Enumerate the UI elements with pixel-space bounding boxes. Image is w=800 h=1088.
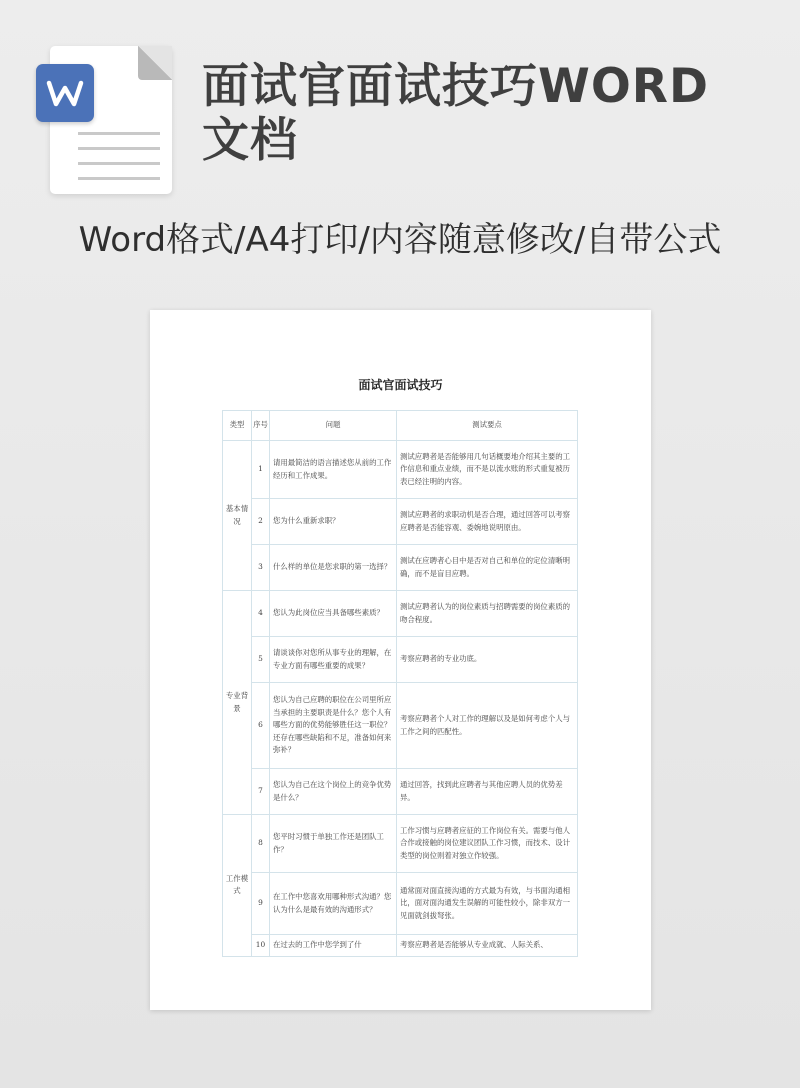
- file-lines: [78, 132, 160, 192]
- test-point-cell: 测试应聘者是否能够用几句话概要地介绍其主要的工作信息和重点业绩，而不是以流水账的形式重复被历表已经注明的内容。: [397, 441, 578, 499]
- test-point-cell: 测试应聘者认为的岗位素质与招聘需要的岗位素质的吻合程度。: [397, 591, 578, 637]
- table-row: [223, 499, 578, 545]
- table-row: [223, 769, 578, 815]
- table-row: [223, 935, 578, 957]
- row-number: 7: [252, 769, 270, 815]
- test-point-cell: 考察应聘者个人对工作的理解以及是如何考虑个人与工作之间的匹配性。: [397, 683, 578, 769]
- test-point-cell: 通常面对面直接沟通的方式最为有效，与书面沟通相比，面对面沟通发生误解的可能性较小，除非双方一见面就剑拔弩张。: [397, 873, 578, 935]
- column-header: 问题: [270, 411, 397, 441]
- table-row: [223, 873, 578, 935]
- question-cell: 在工作中您喜欢用哪种形式沟通？您认为什么是最有效的沟通形式？: [270, 873, 397, 935]
- question-cell: 您认为自己应聘的职位在公司里所应当承担的主要职责是什么？您个人有哪些方面的优势能够胜任这一职位？还存在哪些缺陷和不足，准备如何来弥补？: [270, 683, 397, 769]
- row-number: 6: [252, 683, 270, 769]
- question-cell: 在过去的工作中您学到了什: [270, 935, 397, 957]
- question-cell: 请用最简洁的语言描述您从前的工作经历和工作成果。: [270, 441, 397, 499]
- question-table: [222, 410, 578, 957]
- table-header-row: [223, 411, 578, 441]
- test-point-cell: 考察应聘者是否能够从专业成就、人际关系、: [397, 935, 578, 957]
- row-number: 2: [252, 499, 270, 545]
- question-cell: 您为什么重新求职？: [270, 499, 397, 545]
- question-cell: 您认为此岗位应当具备哪些素质？: [270, 591, 397, 637]
- row-number: 5: [252, 637, 270, 683]
- page-subtitle: Word格式/A4打印/内容随意修改/自带公式: [78, 220, 722, 260]
- table-row: [223, 441, 578, 499]
- column-header: 序号: [252, 411, 270, 441]
- test-point-cell: 测试在应聘者心目中是否对自己和单位的定位清晰明确，而不是盲目应聘。: [397, 545, 578, 591]
- test-point-cell: 通过回答，找到此应聘者与其他应聘人员的优势差异。: [397, 769, 578, 815]
- row-number: 8: [252, 815, 270, 873]
- table-row: [223, 591, 578, 637]
- table-row: [223, 545, 578, 591]
- word-file-icon: [36, 44, 174, 196]
- column-header: 测试要点: [397, 411, 578, 441]
- test-point-cell: 工作习惯与应聘者应征的工作岗位有关。需要与他人合作或接触的岗位建议团队工作习惯，而技术、设计类型的岗位则着对独立作较强。: [397, 815, 578, 873]
- question-cell: 什么样的单位是您求职的第一选择？: [270, 545, 397, 591]
- row-number: 1: [252, 441, 270, 499]
- column-header: 类型: [223, 411, 252, 441]
- question-cell: 您认为自己在这个岗位上的竞争优势是什么？: [270, 769, 397, 815]
- page-title: 面试官面试技巧WORD文档: [202, 59, 710, 168]
- question-cell: 请谈谈你对您所从事专业的理解，在专业方面有哪些重要的成果？: [270, 637, 397, 683]
- row-number: 10: [252, 935, 270, 957]
- question-cell: 您平时习惯于单独工作还是团队工作？: [270, 815, 397, 873]
- category-cell: 基本情况: [223, 441, 252, 591]
- page-fold: [138, 46, 172, 80]
- word-w-icon: [36, 64, 94, 122]
- category-cell: 专业背景: [223, 591, 252, 815]
- table-row: [223, 683, 578, 769]
- category-cell: 工作模式: [223, 815, 252, 957]
- row-number: 3: [252, 545, 270, 591]
- table-row: [223, 637, 578, 683]
- test-point-cell: 测试应聘者的求职动机是否合理，通过回答可以考察应聘者是否能容观、委婉地说明原由。: [397, 499, 578, 545]
- row-number: 9: [252, 873, 270, 935]
- document-title: 面试官面试技巧: [358, 378, 443, 392]
- test-point-cell: 考察应聘者的专业功底。: [397, 637, 578, 683]
- document-preview: [150, 310, 651, 1010]
- row-number: 4: [252, 591, 270, 637]
- table-row: [223, 815, 578, 873]
